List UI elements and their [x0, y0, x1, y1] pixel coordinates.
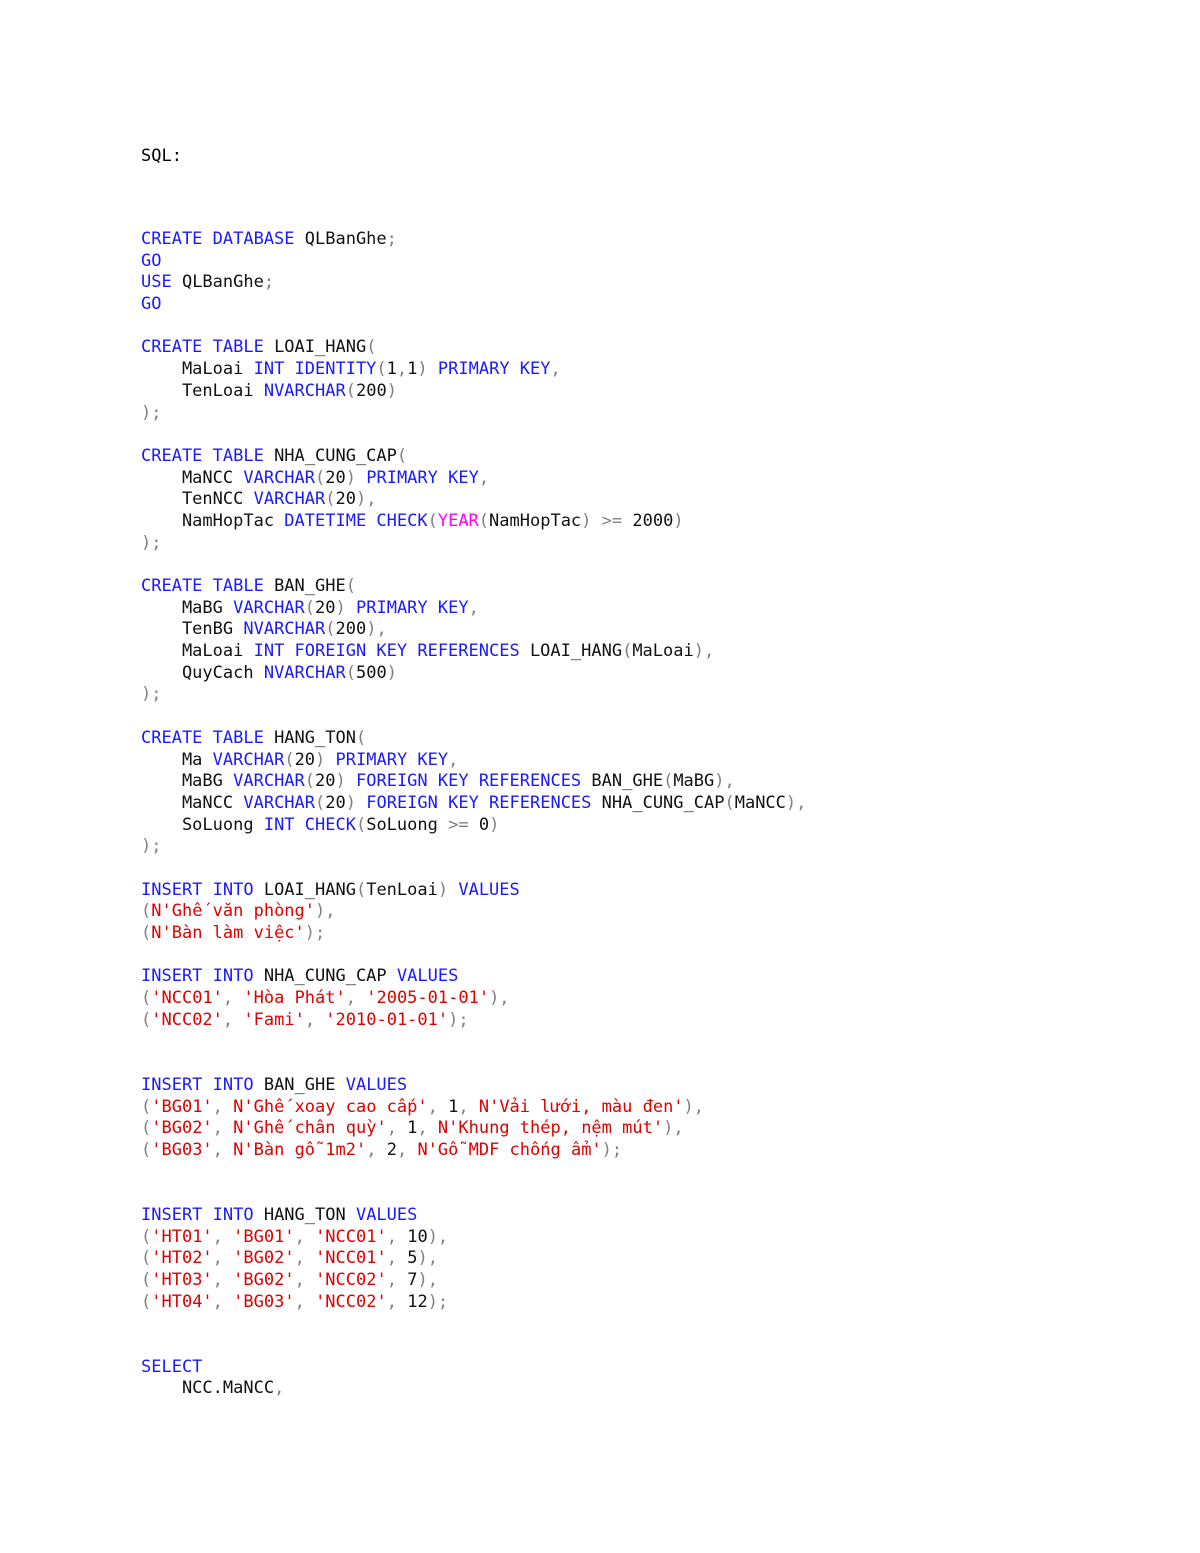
sql-identifier: NamHopTac [141, 510, 285, 531]
code-line [141, 771, 806, 793]
sql-keyword: GO [141, 250, 162, 271]
sql-keyword: VARCHAR [243, 792, 316, 813]
code-line [141, 641, 806, 663]
sql-keyword: INT IDENTITY [253, 359, 377, 380]
sql-punctuation: , [417, 1118, 438, 1139]
sql-punctuation: , [458, 1096, 479, 1117]
code-line [141, 988, 806, 1010]
sql-keyword: INT FOREIGN KEY REFERENCES [253, 641, 520, 662]
sql-punctuation: , [478, 467, 490, 488]
sql-punctuation: , [304, 1009, 326, 1030]
section-heading: SQL: [141, 146, 182, 166]
sql-keyword: PRIMARY KEY [437, 359, 551, 380]
sql-punctuation: ( [141, 1248, 152, 1269]
sql-keyword: CREATE TABLE [141, 445, 264, 466]
sql-punctuation: ), [714, 771, 735, 792]
sql-punctuation: ), [355, 489, 377, 510]
sql-keyword: FOREIGN KEY REFERENCES [356, 771, 582, 792]
sql-string-literal: N'Ghế chân quỳ' [233, 1118, 387, 1139]
sql-punctuation: ( [663, 771, 674, 792]
sql-keyword: DATETIME CHECK [284, 510, 428, 531]
sql-string-literal: 'BG02' [233, 1248, 295, 1269]
code-line [141, 619, 806, 641]
sql-identifier: MaBG [141, 597, 234, 618]
sql-identifier: MaLoai [141, 359, 254, 380]
sql-number: 20 [325, 792, 346, 813]
sql-punctuation: , [294, 1226, 316, 1247]
sql-punctuation: ); [141, 402, 162, 423]
sql-identifier: LOAI_HANG [253, 879, 356, 900]
sql-string-literal: N'Ghế văn phòng' [151, 901, 316, 922]
sql-punctuation: ( [141, 901, 152, 922]
sql-identifier: TenLoai [366, 879, 438, 900]
sql-punctuation: ), [315, 901, 336, 922]
sql-identifier: BAN_GHE [263, 576, 346, 596]
sql-identifier: MaNCC [734, 792, 786, 813]
sql-identifier: TenBG [141, 619, 244, 640]
code-line [141, 1053, 806, 1075]
code-line [141, 1183, 806, 1205]
sql-punctuation: ); [141, 836, 162, 857]
sql-string-literal: N'Gỗ MDF chống ẩm' [417, 1139, 602, 1160]
code-line [141, 511, 806, 533]
sql-punctuation: ( [478, 510, 490, 531]
code-line [141, 750, 806, 772]
code-line [141, 815, 806, 837]
sql-punctuation: , [386, 1226, 408, 1247]
sql-punctuation: , [212, 1096, 234, 1117]
sql-string-literal: 'HT01' [151, 1226, 213, 1247]
sql-punctuation: ( [304, 597, 316, 618]
code-line [141, 880, 806, 902]
sql-punctuation: , [468, 597, 479, 618]
sql-punctuation: >= [437, 814, 479, 835]
sql-punctuation: ); [427, 1291, 449, 1312]
sql-punctuation: ; [263, 272, 275, 293]
sql-number: 200 [355, 380, 387, 401]
sql-string-literal: 'NCC01' [315, 1226, 387, 1247]
sql-identifier: SoLuong [141, 814, 264, 835]
sql-punctuation: , [448, 749, 459, 770]
sql-number: 20 [294, 749, 316, 770]
sql-identifier: QLBanGhe [171, 272, 264, 293]
sql-punctuation: ), [417, 1248, 438, 1269]
sql-punctuation: ( [427, 510, 438, 531]
sql-string-literal: '2005-01-01' [366, 988, 490, 1009]
sql-punctuation: , [386, 1270, 408, 1290]
sql-number: 20 [335, 489, 356, 510]
sql-punctuation: ); [601, 1139, 623, 1160]
sql-identifier: HANG_TON [253, 1204, 356, 1225]
sql-punctuation: ), [489, 988, 510, 1009]
sql-string-literal: 'NCC02' [315, 1270, 387, 1290]
sql-punctuation: ( [141, 1270, 152, 1290]
sql-punctuation: , [212, 1118, 234, 1139]
sql-identifier: MaBG [673, 771, 715, 792]
sql-string-literal: 'NCC01' [151, 988, 223, 1009]
code-line [141, 251, 806, 273]
sql-identifier: MaNCC [141, 792, 244, 813]
sql-number: 200 [335, 619, 367, 640]
sql-keyword: INSERT INTO [141, 879, 254, 900]
sql-keyword: CREATE TABLE [141, 337, 264, 358]
sql-punctuation: ( [376, 359, 387, 380]
sql-identifier: LOAI_HANG [519, 641, 623, 662]
sql-keyword: CREATE TABLE [141, 576, 264, 596]
sql-identifier: MaBG [141, 771, 234, 792]
sql-identifier: TenNCC [141, 489, 254, 510]
sql-punctuation: ), [693, 641, 715, 662]
sql-identifier: NHA_CUNG_CAP [253, 966, 397, 987]
sql-punctuation: ); [304, 923, 326, 943]
sql-punctuation: ( [141, 1118, 152, 1139]
sql-number: 1 [448, 1096, 459, 1117]
sql-identifier: BAN_GHE [581, 771, 664, 792]
sql-identifier: MaNCC [141, 467, 244, 488]
sql-punctuation: ( [141, 1139, 152, 1160]
sql-punctuation: ( [325, 619, 336, 640]
sql-punctuation: , [396, 1139, 418, 1160]
sql-punctuation: ); [141, 532, 162, 553]
code-line [141, 728, 806, 750]
sql-punctuation: ), [417, 1270, 438, 1290]
sql-string-literal: 'BG01' [233, 1226, 295, 1247]
sql-identifier: NHA_CUNG_CAP [591, 792, 725, 813]
sql-string-literal: N'Vải lưới, màu đen' [478, 1096, 684, 1117]
sql-punctuation: , [427, 1096, 449, 1117]
code-line [141, 533, 806, 555]
code-line [141, 468, 806, 490]
sql-punctuation: ( [345, 662, 356, 683]
code-line [141, 359, 806, 381]
sql-punctuation: , [366, 1139, 387, 1160]
sql-keyword: FOREIGN KEY REFERENCES [366, 792, 592, 813]
sql-keyword: INT CHECK [263, 814, 356, 835]
sql-punctuation: , [212, 1139, 234, 1160]
sql-punctuation: ( [355, 814, 367, 835]
code-line [141, 663, 806, 685]
code-line [141, 793, 806, 815]
sql-punctuation: ) [417, 359, 438, 380]
code-line [141, 1227, 806, 1249]
sql-punctuation: ( [622, 641, 633, 662]
sql-punctuation: ) [386, 662, 397, 683]
sql-identifier: SoLuong [366, 814, 438, 835]
code-line [141, 901, 806, 923]
sql-punctuation: ) [673, 510, 684, 531]
sql-punctuation: , [212, 1270, 234, 1290]
code-line [141, 1357, 806, 1379]
sql-punctuation: , [274, 1378, 285, 1399]
sql-string-literal: N'Bàn gỗ 1m2' [233, 1139, 367, 1160]
sql-identifier: MaLoai [632, 641, 694, 662]
sql-identifier: NCC.MaNCC [141, 1378, 275, 1399]
code-line [141, 966, 806, 988]
sql-punctuation: , [212, 1226, 234, 1247]
sql-keyword: VARCHAR [233, 597, 305, 618]
sql-number: 20 [325, 467, 346, 488]
sql-punctuation: ( [325, 489, 336, 510]
sql-keyword: VARCHAR [233, 771, 305, 792]
sql-string-literal: N'Khung thép, nệm mút' [437, 1118, 664, 1139]
sql-number: 500 [355, 662, 387, 683]
sql-number: 1 [386, 359, 397, 380]
sql-string-literal: 'BG02' [233, 1270, 295, 1290]
sql-string-literal: N'Ghế xoay cao cấp' [233, 1096, 428, 1117]
code-line [141, 706, 806, 728]
code-line [141, 836, 806, 858]
code-line [141, 229, 806, 251]
sql-punctuation: ), [427, 1226, 449, 1247]
sql-keyword: NVARCHAR [263, 662, 346, 683]
sql-identifier: LOAI_HANG [263, 337, 367, 358]
code-line [141, 1378, 806, 1400]
sql-punctuation: ) [315, 749, 336, 770]
sql-string-literal: N'Bàn làm việc' [151, 923, 305, 943]
sql-number: 12 [407, 1291, 428, 1312]
sql-punctuation: ) >= [581, 510, 633, 531]
code-line [141, 424, 806, 446]
sql-keyword: VARCHAR [212, 749, 285, 770]
sql-punctuation: ), [683, 1096, 705, 1117]
sql-punctuation: ( [141, 988, 152, 1009]
code-line [141, 403, 806, 425]
sql-keyword: INSERT INTO [141, 966, 254, 987]
sql-punctuation: ) [345, 792, 367, 813]
sql-number: 10 [407, 1226, 428, 1247]
sql-string-literal: 'NCC02' [315, 1291, 387, 1312]
code-line [141, 923, 806, 945]
sql-keyword: VALUES [396, 966, 459, 987]
code-line [141, 1162, 806, 1184]
sql-punctuation: ( [141, 923, 152, 943]
sql-punctuation: ( [284, 749, 295, 770]
sql-keyword: SELECT [141, 1356, 203, 1377]
sql-punctuation: ) [489, 814, 500, 835]
sql-keyword: PRIMARY KEY [356, 597, 469, 618]
code-line [141, 1248, 806, 1270]
sql-punctuation: ( [141, 1096, 152, 1117]
sql-punctuation: , [212, 1248, 234, 1269]
code-line [141, 945, 806, 967]
code-line [141, 1205, 806, 1227]
code-line [141, 684, 806, 706]
code-line [141, 1313, 806, 1335]
sql-number: 2000 [632, 510, 674, 531]
sql-keyword: NVARCHAR [263, 380, 346, 401]
sql-punctuation: ( [355, 727, 367, 748]
sql-number: 2 [386, 1139, 397, 1160]
code-line [141, 576, 806, 598]
sql-punctuation: , [294, 1270, 316, 1290]
sql-punctuation: , [345, 988, 367, 1009]
sql-keyword: VALUES [345, 1074, 408, 1095]
sql-code-block [141, 229, 806, 1400]
code-line [141, 381, 806, 403]
sql-string-literal: 'HT02' [151, 1248, 213, 1269]
sql-identifier: BAN_GHE [253, 1074, 346, 1095]
sql-punctuation: ) [437, 879, 459, 900]
sql-string-literal: 'NCC02' [151, 1009, 223, 1030]
sql-punctuation: ( [345, 576, 356, 596]
sql-punctuation: , [294, 1291, 316, 1312]
sql-identifier: TenLoai [141, 380, 264, 401]
sql-punctuation: ( [141, 1291, 152, 1312]
sql-keyword: VARCHAR [243, 467, 316, 488]
sql-number: 20 [315, 771, 336, 792]
sql-string-literal: 'BG03' [233, 1291, 295, 1312]
sql-string-literal: 'HT03' [151, 1270, 213, 1290]
code-line [141, 1075, 806, 1097]
code-line [141, 598, 806, 620]
sql-punctuation: ); [141, 684, 162, 705]
sql-keyword: PRIMARY KEY [366, 467, 479, 488]
sql-keyword: VARCHAR [253, 489, 326, 510]
sql-number: 1 [407, 359, 418, 380]
sql-punctuation: ( [315, 467, 326, 488]
code-line [141, 1118, 806, 1140]
sql-number: 20 [315, 597, 336, 618]
sql-keyword: INSERT INTO [141, 1204, 254, 1225]
sql-identifier: MaLoai [141, 641, 254, 662]
sql-punctuation: , [212, 1291, 234, 1312]
sql-punctuation: , [386, 1118, 408, 1139]
sql-identifier: Ma [141, 749, 213, 770]
sql-punctuation: ( [315, 792, 326, 813]
code-line [141, 316, 806, 338]
sql-string-literal: 'HT04' [151, 1291, 213, 1312]
sql-punctuation: ( [724, 792, 735, 813]
sql-punctuation: , [294, 1248, 316, 1269]
sql-punctuation: , [386, 1248, 408, 1269]
sql-keyword: CREATE TABLE [141, 727, 264, 748]
code-line [141, 1270, 806, 1292]
code-line [141, 294, 806, 316]
code-line [141, 1010, 806, 1032]
sql-punctuation: ); [448, 1009, 469, 1030]
sql-keyword: GO [141, 294, 162, 315]
sql-string-literal: 'BG01' [151, 1096, 213, 1117]
sql-string-literal: 'BG02' [151, 1118, 213, 1139]
sql-punctuation: ) [335, 597, 356, 618]
sql-number: 0 [478, 814, 490, 835]
sql-punctuation: ) [345, 467, 367, 488]
code-line [141, 337, 806, 359]
sql-keyword: CREATE DATABASE [141, 229, 295, 249]
sql-string-literal: 'Fami' [243, 1009, 305, 1030]
sql-punctuation: ( [396, 445, 408, 466]
sql-punctuation: ( [345, 380, 356, 401]
sql-number: 1 [407, 1118, 418, 1139]
sql-identifier: QuyCach [141, 662, 264, 683]
sql-string-literal: 'NCC01' [315, 1248, 387, 1269]
code-line [141, 1292, 806, 1314]
sql-punctuation: , [386, 1291, 408, 1312]
sql-punctuation: ), [785, 792, 807, 813]
sql-identifier: QLBanGhe [294, 229, 387, 249]
sql-punctuation: , [550, 359, 561, 380]
code-line [141, 858, 806, 880]
sql-string-literal: 'Hòa Phát' [243, 988, 346, 1009]
sql-keyword: VALUES [355, 1204, 418, 1225]
sql-keyword: VALUES [458, 879, 520, 900]
sql-keyword: USE [141, 272, 172, 293]
sql-keyword: NVARCHAR [243, 619, 326, 640]
sql-punctuation: ( [366, 337, 377, 358]
sql-string-literal: '2010-01-01' [325, 1009, 449, 1030]
sql-function: YEAR [437, 510, 479, 531]
sql-punctuation: , [222, 1009, 244, 1030]
code-line [141, 1097, 806, 1119]
sql-number: 5 [407, 1248, 418, 1269]
sql-identifier: HANG_TON [263, 727, 356, 748]
code-line [141, 554, 806, 576]
sql-punctuation: , [222, 988, 244, 1009]
sql-punctuation: ; [386, 229, 397, 249]
sql-punctuation: ) [335, 771, 356, 792]
sql-punctuation: ), [663, 1118, 684, 1139]
sql-punctuation: ), [366, 619, 387, 640]
code-line [141, 1031, 806, 1053]
sql-punctuation: ( [141, 1226, 152, 1247]
code-line [141, 272, 806, 294]
code-line [141, 489, 806, 511]
code-line [141, 446, 806, 468]
sql-identifier: NHA_CUNG_CAP [263, 445, 397, 466]
sql-keyword: INSERT INTO [141, 1074, 254, 1095]
sql-number: 7 [407, 1270, 418, 1290]
code-line [141, 1335, 806, 1357]
sql-identifier: NamHopTac [489, 510, 582, 531]
sql-keyword: PRIMARY KEY [335, 749, 449, 770]
sql-punctuation: ( [355, 879, 367, 900]
sql-string-literal: 'BG03' [151, 1139, 213, 1160]
sql-punctuation: ) [386, 380, 397, 401]
sql-punctuation: ( [304, 771, 316, 792]
sql-punctuation: ( [141, 1009, 152, 1030]
code-line [141, 1140, 806, 1162]
sql-punctuation: , [396, 359, 408, 380]
